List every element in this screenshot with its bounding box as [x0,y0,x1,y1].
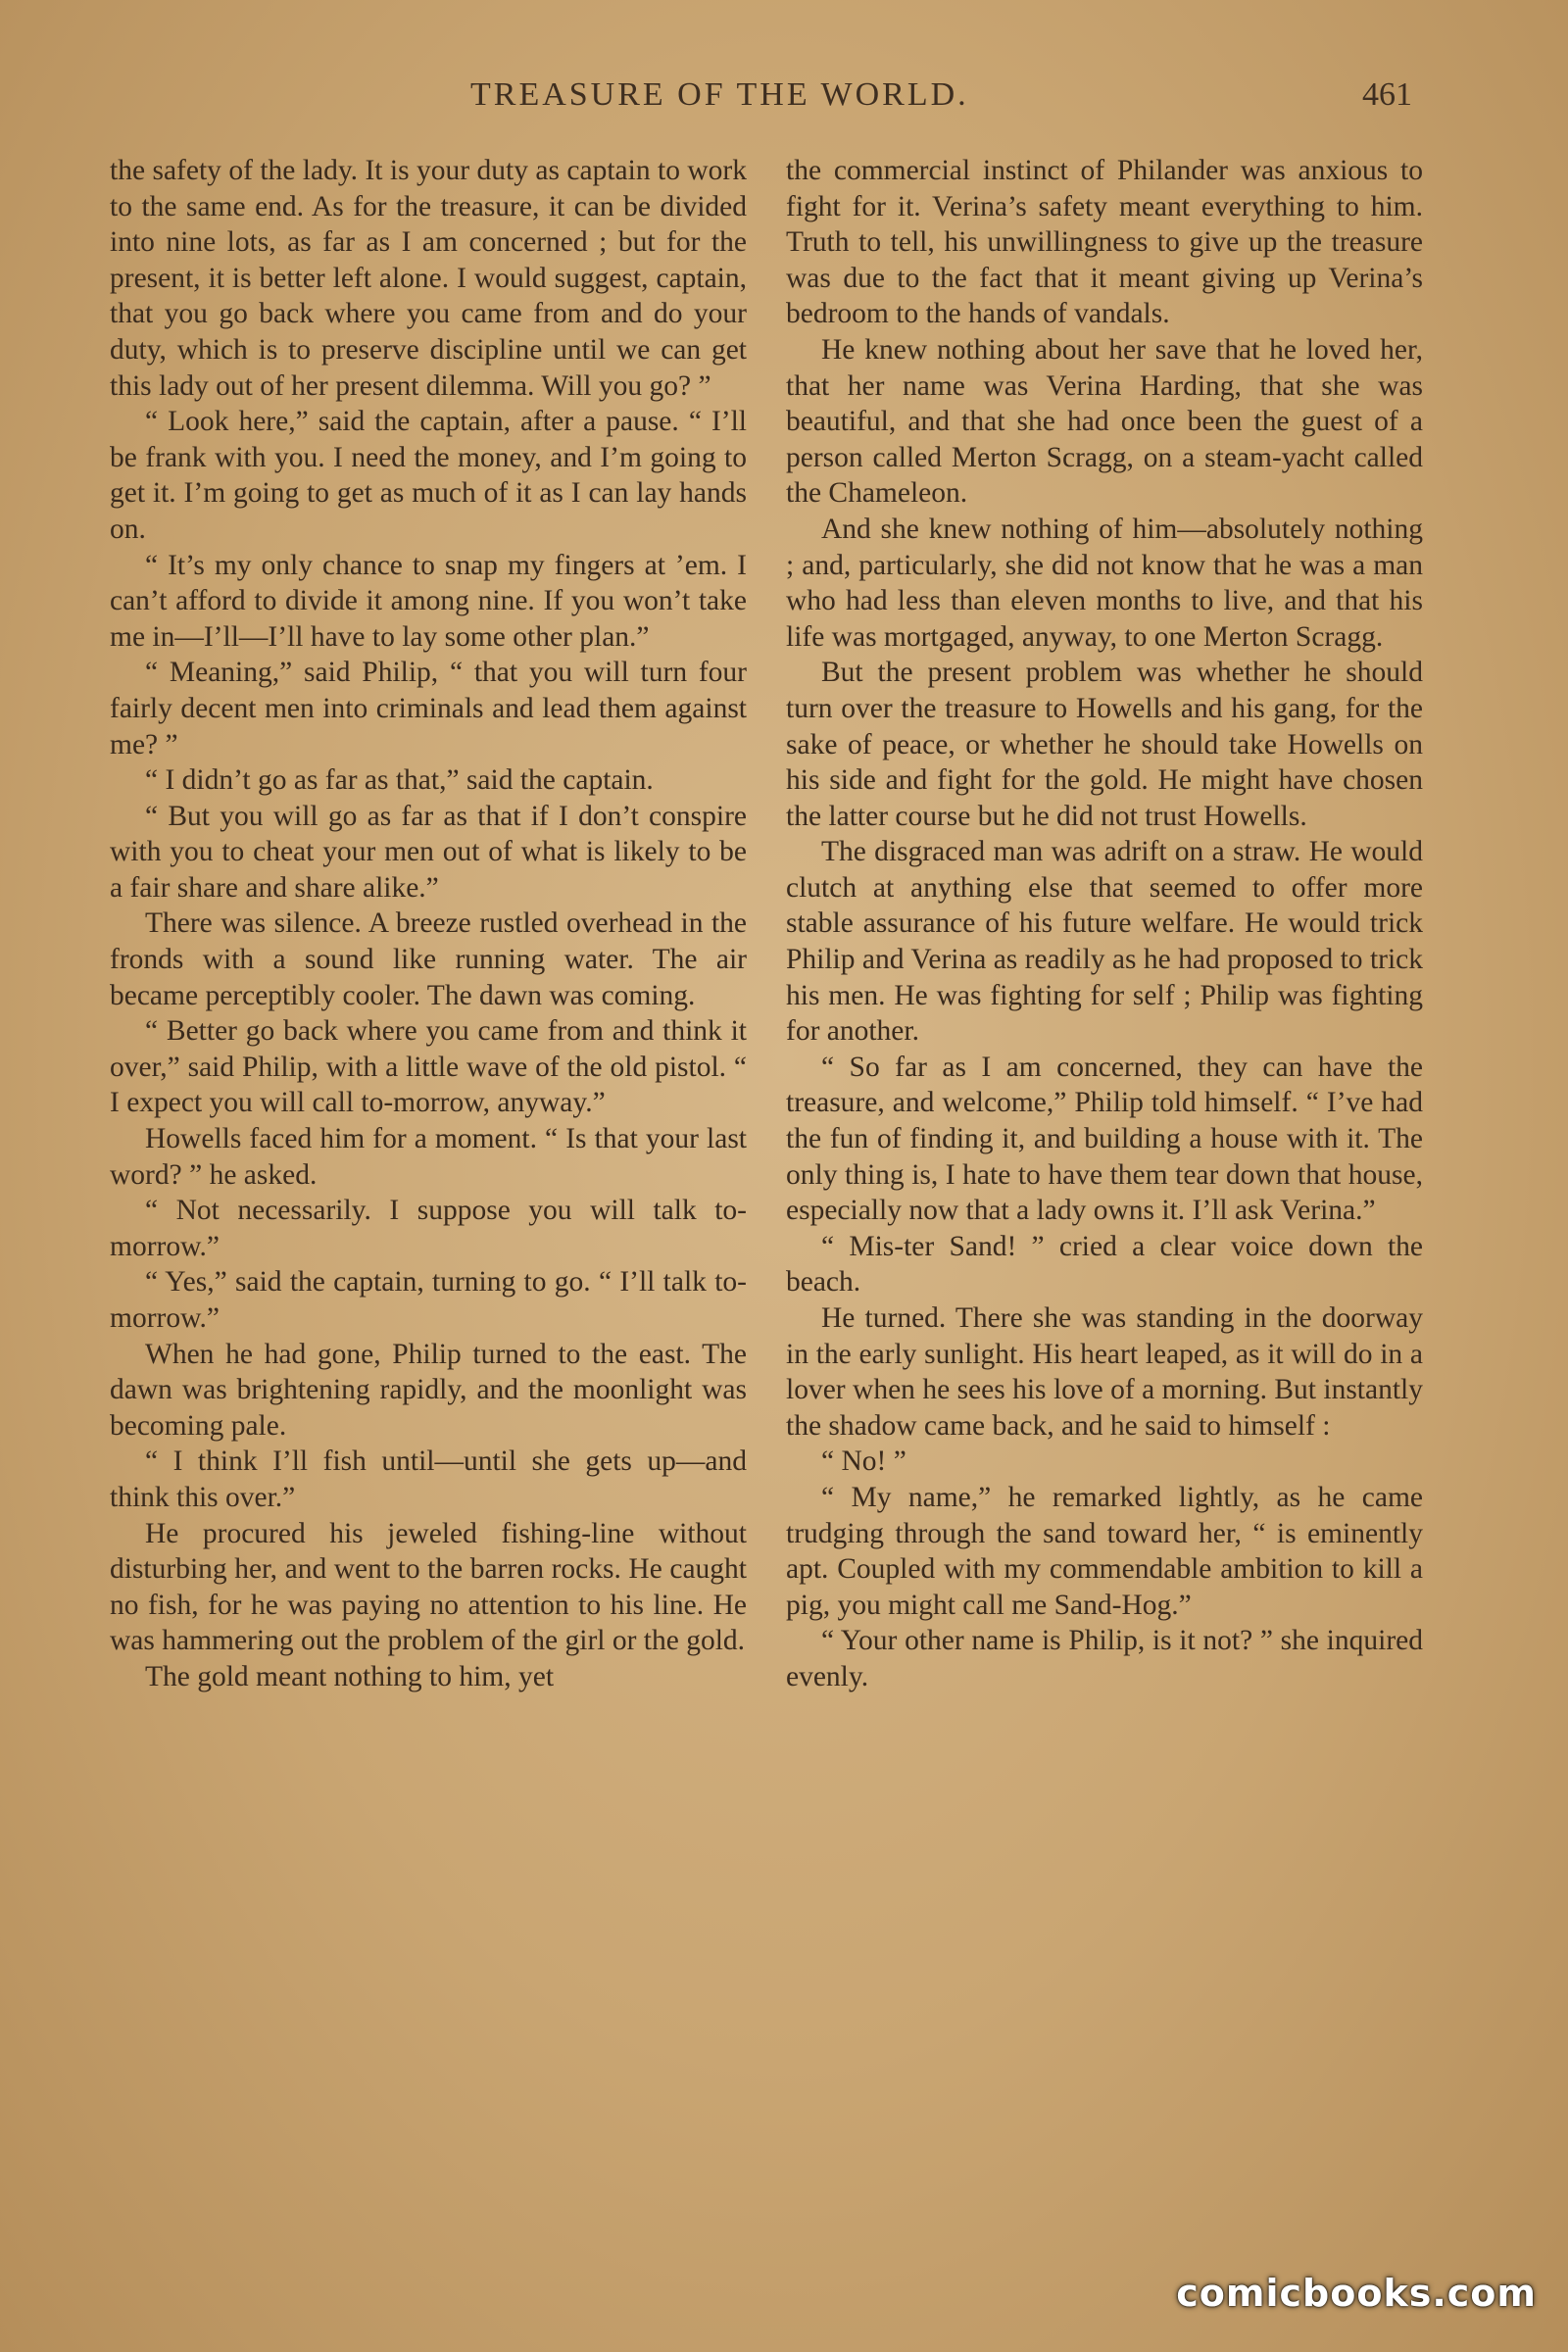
paragraph: the safety of the lady. It is your duty as captain to work to the same end. As for the treasure, it can be divided into nine lots, as far as I am concerned ; but for the present, it is better left alone. I would suggest, captain, that you go back where you came from and do your duty, which is to preserve discipline until we can get this lady out of her present dilemma. Will you go? ” [110,155,747,402]
paragraph: “ Not necessarily. I suppose you will talk to-morrow.” [110,1195,747,1262]
paragraph: “ Look here,” said the captain, after a pause. “ I’ll be frank with you. I need the money, and I’m going to get it. I’m going to get as much of it as I can lay hands on. [110,406,747,545]
right-column [786,153,1423,1695]
paragraph: “ I didn’t go as far as that,” said the captain. [145,764,654,797]
paragraph: “ So far as I am concerned, they can have the treasure, and welcome,” Philip told himself. “ I’ve had the fun of finding it, and building a house with it. The only thing is, I hate to have them tear down that house, especially now that a lady owns it. I’ll ask Verina.” [786,1051,1423,1227]
left-column [110,153,747,1695]
paragraph: The disgraced man was adrift on a straw. He would clutch at anything else that seemed to offer more stable assurance of his future welfare. He would trick Philip and Verina as readily as he had proposed to trick his men. He was fighting for self ; Philip was fighting for another. [786,836,1423,1048]
paragraph: Howells faced him for a moment. “ Is that your last word? ” he asked. [110,1123,747,1191]
page-number: 461 [1362,76,1412,113]
paragraph: “ Yes,” said the captain, turning to go. “ I’ll talk to-morrow.” [110,1266,747,1334]
running-header [0,76,1568,125]
paragraph: He turned. There she was standing in the doorway in the early sunlight. His heart leaped, as it will do in a lover when he sees his love of a morning. But instantly the shadow came back, and he said to himself : [786,1302,1423,1442]
paragraph: He procured his jeweled fishing-line without disturbing her, and went to the barren rocks. He caught no fish, for he was paying no attention to his line. He was hammering out the problem of the girl or the gold. [110,1517,747,1657]
paragraph: When he had gone, Philip turned to the east. The dawn was brightening rapidly, and the moonlight was becoming pale. [110,1338,747,1442]
paragraph: He knew nothing about her save that he loved her, that her name was Verina Harding, that she was beautiful, and that she had once been the guest of a person called Merton Scragg, on a steam-yacht called the Chameleon. [786,333,1423,510]
paragraph: “ Your other name is Philip, is it not? ” she inquired evenly. [786,1625,1423,1692]
paragraph: The gold meant nothing to him, yet [145,1660,555,1692]
paragraph: “ I think I’ll fish until—until she gets up—and think this over.” [110,1446,747,1513]
paragraph: But the present problem was whether he should turn over the treasure to Howells and his gang, for the sake of peace, or whether he should take Howells on his side and fight for the gold. He might have chosen the latter course but he did not trust Howells. [786,657,1423,832]
paragraph: “ My name,” he remarked lightly, as he came trudging through the sand toward her, “ is eminently apt. Coupled with my commendable ambition to kill a pig, you might call me Sand-Hog.” [786,1481,1423,1621]
paragraph: the commercial instinct of Philander was anxious to fight for it. Verina’s safety meant everything to him. Truth to tell, his unwillingness to give up the treasure was due to the fact that it meant giving up Verina’s bedroom to the hands of vandals. [786,155,1423,330]
paragraph: There was silence. A breeze rustled overhead in the fronds with a sound like running water. The air became perceptibly cooler. The dawn was coming. [110,907,747,1011]
paragraph: “ Mis-ter Sand! ” cried a clear voice down the beach. [786,1230,1423,1298]
paragraph: And she knew nothing of him—absolutely nothing ; and, particularly, she did not know that he was a man who had less than eleven months to live, and that his life was mortgaged, anyway, to one Merton Scragg. [786,513,1423,653]
running-title: TREASURE OF THE WORLD. [470,76,969,113]
paragraph: “ But you will go as far as that if I don’t conspire with you to cheat your men out of what is likely to be a fair share and share alike.” [110,800,747,904]
paragraph: “ Better go back where you came from and think it over,” said Philip, with a little wave of the old pistol. “ I expect you will call to-morrow, anyway.” [110,1015,747,1119]
paragraph: “ It’s my only chance to snap my fingers at ’em. I can’t afford to divide it among nine. If you won’t take me in—I’ll—I’ll have to lay some other plan.” [110,549,747,653]
paragraph: “ No! ” [821,1446,906,1478]
site-watermark: comicbooks.com [1176,2272,1537,2315]
paragraph: “ Meaning,” said Philip, “ that you will turn four fairly decent men into criminals and lead them against me? ” [110,657,747,760]
